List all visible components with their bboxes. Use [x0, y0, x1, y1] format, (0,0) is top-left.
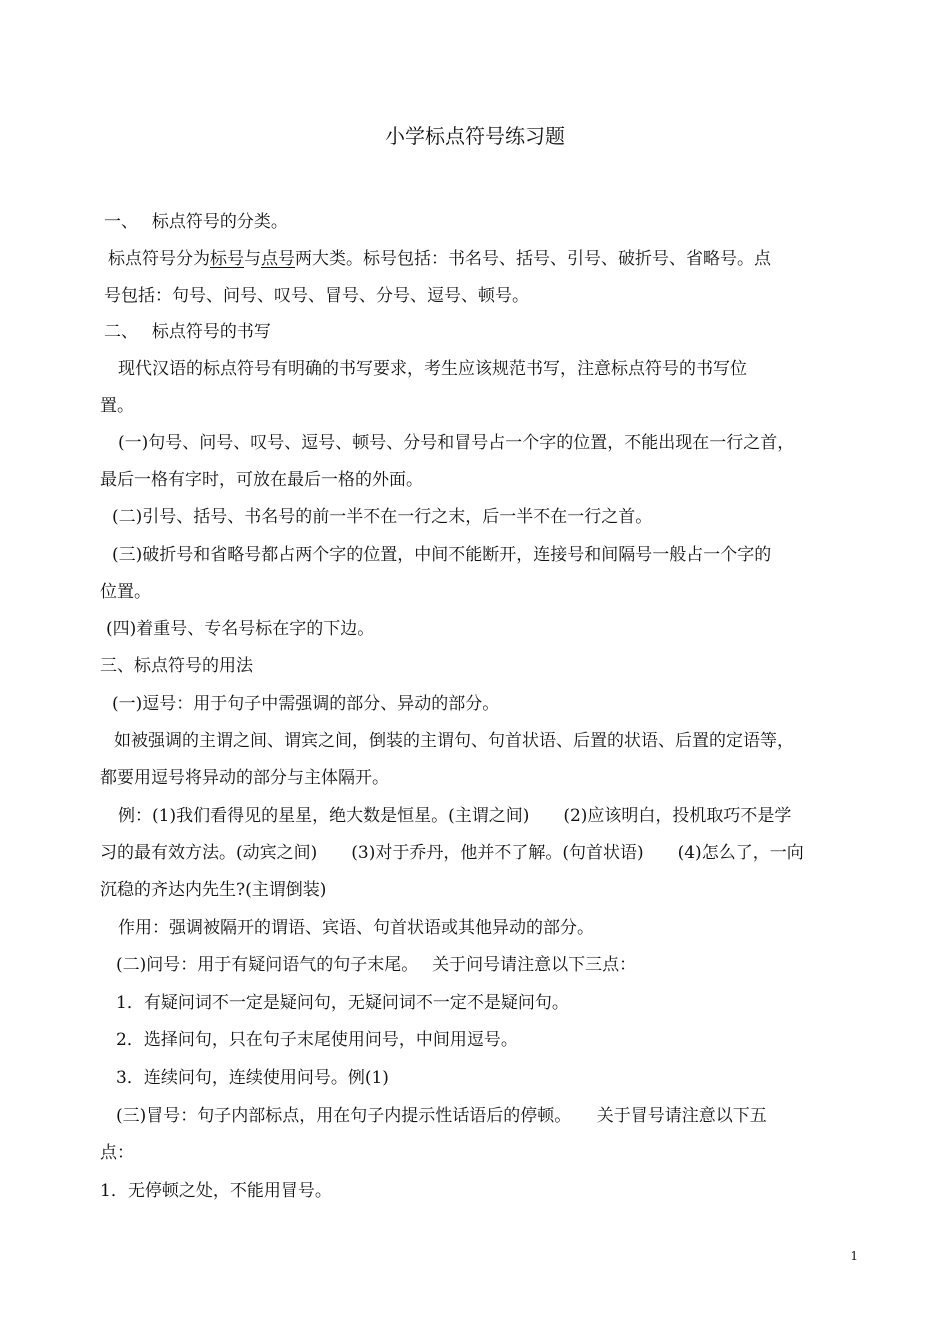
section-2-item-1-line-1: (一)句号、问号、叹号、逗号、顿号、分号和冒号占一个字的位置，不能出现在一行之首，	[118, 433, 795, 453]
section-1-heading: 一、 标点符号的分类。	[104, 212, 288, 232]
section-2-item-1-line-2: 最后一格有字时，可放在最后一格的外面。	[100, 470, 423, 490]
question-mark-point-2: 2．选择问句，只在句子末尾使用问号，中间用逗号。	[116, 1030, 518, 1050]
section-3-heading: 三、标点符号的用法	[100, 656, 253, 676]
colon-heading-line-1: (三)冒号：句子内部标点，用在句子内提示性话语后的停顿。 关于冒号请注意以下五	[116, 1106, 767, 1126]
underlined-term-biaohao: 标号	[210, 249, 244, 269]
comma-effect: 作用：强调被隔开的谓语、宾语、句首状语或其他异动的部分。	[118, 918, 594, 938]
text-run: 标点符号分为	[108, 249, 210, 269]
section-2-intro-line-1: 现代汉语的标点符号有明确的书写要求，考生应该规范书写，注意标点符号的书写位	[118, 359, 747, 379]
section-2-intro-line-2: 置。	[100, 396, 134, 416]
question-mark-point-1: 1．有疑问词不一定是疑问句，无疑问词不一定不是疑问句。	[116, 993, 569, 1013]
document-title: 小学标点符号练习题	[385, 124, 565, 148]
colon-point-1: 1．无停顿之处，不能用冒号。	[100, 1181, 332, 1201]
section-2-item-2: (二)引号、括号、书名号的前一半不在一行之末，后一半不在一行之首。	[112, 507, 653, 527]
comma-heading: (一)逗号：用于句子中需强调的部分、异动的部分。	[112, 694, 500, 714]
page-number: 1	[850, 1249, 858, 1263]
section-2-item-4: (四)着重号、专名号标在字的下边。	[106, 619, 375, 639]
colon-heading-line-2: 点：	[100, 1143, 134, 1163]
section-2-heading: 二、 标点符号的书写	[104, 322, 271, 342]
underlined-term-dianhao: 点号	[261, 249, 295, 269]
comma-description-line-1: 如被强调的主谓之间、谓宾之间，倒装的主谓句、句首状语、后置的状语、后置的定语等，	[114, 731, 794, 751]
question-mark-heading: (二)问号：用于有疑问语气的句子末尾。 关于问号请注意以下三点：	[116, 955, 637, 975]
comma-description-line-2: 都要用逗号将异动的部分与主体隔开。	[100, 768, 389, 788]
section-1-paragraph-line-2: 号包括：句号、问号、叹号、冒号、分号、逗号、顿号。	[104, 286, 529, 306]
comma-example-line-2: 习的最有效方法。(动宾之间) (3)对于乔丹，他并不了解。(句首状语) (4)怎么了，一向	[100, 843, 804, 863]
section-1-paragraph-line-1	[108, 241, 856, 278]
comma-example-line-1: 例：(1)我们看得见的星星，绝大数是恒星。(主谓之间) (2)应该明白，投机取巧不是学	[118, 806, 792, 826]
text-run: 两大类。标号包括：书名号、括号、引号、破折号、省略号。点	[295, 249, 771, 269]
text-run: 与	[244, 249, 261, 269]
question-mark-point-3: 3．连续问句，连续使用问号。例(1)	[116, 1068, 389, 1088]
section-2-item-3-line-1: (三)破折号和省略号都占两个字的位置，中间不能断开，连接号和间隔号一般占一个字的	[112, 545, 772, 565]
comma-example-line-3: 沉稳的齐达内先生?(主谓倒装)	[100, 880, 327, 900]
section-2-item-3-line-2: 位置。	[100, 582, 151, 602]
